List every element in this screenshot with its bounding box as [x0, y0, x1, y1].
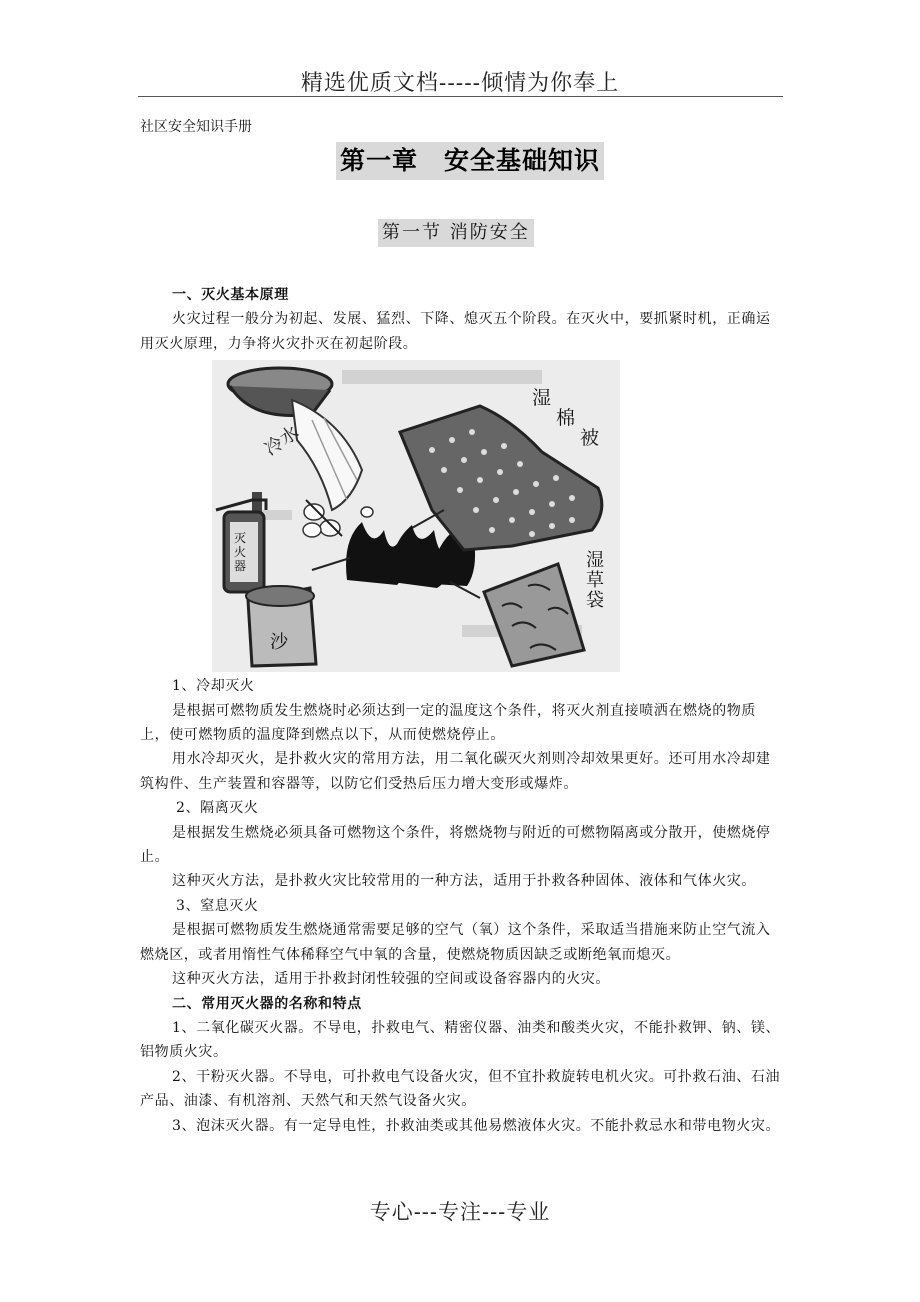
sand-bag-icon [246, 586, 316, 666]
method-cooling-p2: 用水冷却灭火，是扑救火灾的常用方法，用二氧化碳灭火剂则冷却效果更好。还可用水冷却建筑构件、生产装置和容器等，以防它们受热后压力增大变形或爆炸。 [140, 751, 771, 792]
label-extinguisher: 灭火器 [234, 531, 247, 574]
heading-extinguishers: 二、常用灭火器的名称和特点 [172, 995, 362, 1012]
fire-extinguishing-illustration [212, 360, 620, 672]
page-header-title: 精选优质文档-----倾情为你奉上 [300, 71, 620, 96]
method-cooling-title: 1、冷却灭火 [172, 678, 255, 695]
document-body [140, 283, 785, 1138]
method-smothering-p2: 这种灭火方法，适用于扑救封闭性较强的空间或设备容器内的火灾。 [172, 971, 610, 988]
method-smothering-p1: 是根据可燃物质发生燃烧通常需要足够的空气（氧）这个条件，采取适当措施来防止空气流入燃烧区，或者用惰性气体稀释空气中氧的含量，使燃烧物质因缺乏或断绝氧而熄灭。 [140, 922, 771, 963]
label-wet-sack: 湿草袋 [586, 550, 605, 612]
method-isolation-p2: 这种灭火方法，是扑救火灾比较常用的一种方法，适用于扑救各种固体、液体和气体火灾。 [172, 873, 756, 890]
extinguisher-item-dry-powder: 2、干粉灭火器。不导电，可扑救电气设备火灾，但不宜扑救旋转电机火灾。可扑救石油、石油产品、油漆、有机溶剂、天然气和天然气设备火灾。 [140, 1068, 781, 1110]
section-title: 第一节 消防安全 [378, 219, 534, 247]
heading-fire-principles: 一、灭火基本原理 [172, 287, 289, 303]
chapter-title: 第一章 安全基础知识 [336, 142, 604, 180]
page-footer: 专心---专注---专业 [369, 1200, 551, 1224]
intro-paragraph: 火灾过程一般分为初起、发展、猛烈、下降、熄灭五个阶段。在灭火中，要抓紧时机，正确运用灭火原理，力争将火灾扑灭在初起阶段。 [140, 311, 771, 352]
method-smothering-title: 3、窒息灭火 [176, 897, 259, 914]
method-isolation-title: 2、隔离灭火 [176, 800, 259, 817]
label-wet-quilt: 湿棉被 [532, 387, 600, 450]
method-cooling-p1: 是根据可燃物质发生燃烧时必须达到一定的温度这个条件，将灭火剂直接喷洒在燃烧的物质上，使可燃物质的温度降到燃点以下，从而使燃烧停止。 [140, 702, 756, 744]
label-sand: 沙 [270, 632, 289, 654]
header-divider [138, 96, 783, 97]
label-cold-water: 冷水 [260, 421, 304, 461]
manual-name: 社区安全知识手册 [140, 119, 252, 135]
extinguisher-item-foam: 3、泡沫灭火器。有一定导电性，扑救油类或其他易燃液体火灾。不能扑救忌水和带电物火灾。 [172, 1117, 781, 1134]
extinguisher-item-co2: 1、二氧化碳灭火器。不导电，扑救电气、精密仪器、油类和酸类火灾，不能扑救钾、钠、镁、铝物质火灾。 [140, 1019, 781, 1061]
method-isolation-p1: 是根据发生燃烧必须具备可燃物这个条件，将燃烧物与附近的可燃物隔离或分散开，使燃烧停止。 [140, 824, 771, 866]
